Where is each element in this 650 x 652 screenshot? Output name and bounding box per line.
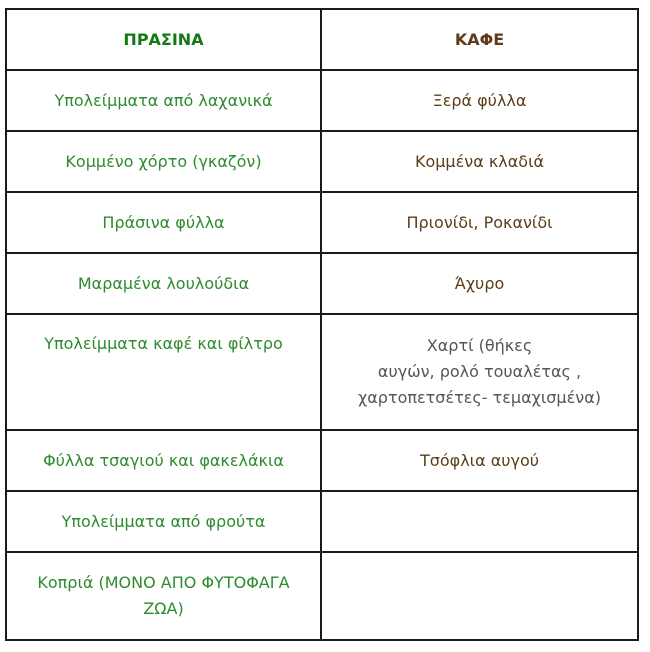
- table-row: [6, 430, 638, 491]
- green-cell-multiline: [6, 552, 321, 640]
- brown-cell: Κομμένα κλαδιά: [321, 131, 638, 192]
- brown-cell: [321, 491, 638, 552]
- green-cell: Φύλλα τσαγιού και φακελάκια: [6, 430, 321, 491]
- brown-cell-multiline: [321, 314, 638, 430]
- green-cell-line: ΖΩΑ): [143, 599, 184, 618]
- brown-cell-line: Χαρτί (θήκες: [426, 336, 533, 355]
- green-cell: Υπολείμματα καφέ και φίλτρο: [6, 314, 321, 430]
- green-cell-line: Κοπριά (ΜΟΝΟ ΑΠΟ ΦΥΤΟΦΑΓΑ: [37, 573, 290, 592]
- table-row: [6, 131, 638, 192]
- compost-materials-table: [5, 8, 639, 641]
- brown-cell-line: χαρτοπετσέτες- τεμαχισμένα): [358, 388, 601, 407]
- green-cell: Κομμένο χόρτο (γκαζόν): [6, 131, 321, 192]
- table-row: [6, 552, 638, 640]
- brown-cell: Άχυρο: [321, 253, 638, 314]
- green-cell: Υπολείμματα από λαχανικά: [6, 70, 321, 131]
- green-cell: Υπολείμματα από φρούτα: [6, 491, 321, 552]
- brown-cell: Ξερά φύλλα: [321, 70, 638, 131]
- table-header-row: [6, 9, 638, 70]
- table-row: [6, 491, 638, 552]
- table-row: [6, 192, 638, 253]
- brown-cell-line: αυγών, ρολό τουαλέτας ,: [377, 362, 582, 381]
- table-row: [6, 253, 638, 314]
- brown-cell: [321, 552, 638, 640]
- green-cell: Πράσινα φύλλα: [6, 192, 321, 253]
- header-green: ΠΡΑΣΙΝΑ: [6, 9, 321, 70]
- table-row: [6, 70, 638, 131]
- green-cell: Μαραμένα λουλούδια: [6, 253, 321, 314]
- table-row: [6, 314, 638, 430]
- header-brown: ΚΑΦΕ: [321, 9, 638, 70]
- brown-cell: Πριονίδι, Ροκανίδι: [321, 192, 638, 253]
- brown-cell: Τσόφλια αυγού: [321, 430, 638, 491]
